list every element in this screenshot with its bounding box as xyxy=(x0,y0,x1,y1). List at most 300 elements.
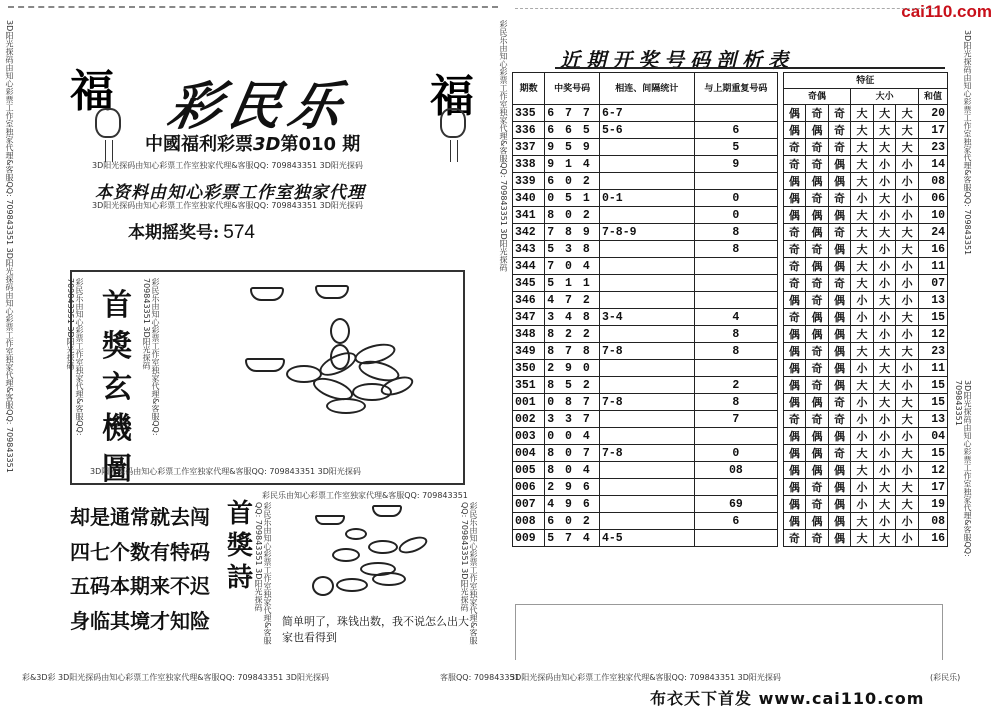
cell-big-small: 小 xyxy=(851,428,874,445)
cell-odd-even: 偶 xyxy=(828,343,851,360)
cell-big-small: 大 xyxy=(896,241,919,258)
col-repeat: 与上期重复号码 xyxy=(694,73,778,105)
cell-odd-even: 奇 xyxy=(783,156,806,173)
cell-odd-even: 偶 xyxy=(806,394,829,411)
table-row xyxy=(513,207,948,224)
cell-odd-even: 奇 xyxy=(783,224,806,241)
cell-repeat: 6 xyxy=(694,122,778,139)
table-row xyxy=(513,496,948,513)
ingot-icon xyxy=(372,505,402,517)
cell-span xyxy=(599,360,694,377)
cell-big-small: 小 xyxy=(873,207,896,224)
cell-odd-even: 偶 xyxy=(783,122,806,139)
top-dashed-strip xyxy=(8,6,498,14)
cell-issue: 003 xyxy=(513,428,545,445)
cell-number: 2 9 6 xyxy=(545,479,600,496)
cell-big-small: 大 xyxy=(851,207,874,224)
ad-line-2: 3D阳光探码由知心彩票工作室独家代理&客服QQ: 709843351 3D阳光探码 xyxy=(92,201,363,210)
cell-odd-even: 偶 xyxy=(783,513,806,530)
cell-odd-even: 偶 xyxy=(783,377,806,394)
cell-big-small: 小 xyxy=(896,190,919,207)
cell-number: 5 1 1 xyxy=(545,275,600,292)
poem-side-ad-right: 彩民乐由知心彩票工作室独家代理&客服QQ: 709843351 3D阳光探码 xyxy=(460,502,478,645)
cell-repeat: 8 xyxy=(694,326,778,343)
coin-icon xyxy=(368,540,398,554)
table-row xyxy=(513,411,948,428)
cell-span xyxy=(599,428,694,445)
cell-span xyxy=(599,139,694,156)
cell-big-small: 大 xyxy=(896,445,919,462)
cell-odd-even: 偶 xyxy=(783,207,806,224)
cell-odd-even: 奇 xyxy=(806,139,829,156)
cell-odd-even: 奇 xyxy=(806,360,829,377)
cell-number: 6 6 5 xyxy=(545,122,600,139)
cell-span: 7-8 xyxy=(599,445,694,462)
lantern-left-icon xyxy=(95,108,121,138)
cell-odd-even: 偶 xyxy=(783,394,806,411)
cell-span: 7-8-9 xyxy=(599,224,694,241)
col-odd-even: 奇偶 xyxy=(783,89,851,105)
cell-issue: 336 xyxy=(513,122,545,139)
cell-issue: 009 xyxy=(513,530,545,547)
cell-odd-even: 偶 xyxy=(806,428,829,445)
draw-label: 本期摇奖号: xyxy=(128,223,220,243)
cell-big-small: 大 xyxy=(851,513,874,530)
table-row xyxy=(513,156,948,173)
cell-sum: 23 xyxy=(918,139,947,156)
cell-issue: 340 xyxy=(513,190,545,207)
poem-box-ad: 彩民乐由知心彩票工作室独家代理&客服QQ: 709843351 xyxy=(262,491,468,500)
cell-issue: 346 xyxy=(513,292,545,309)
cell-odd-even: 奇 xyxy=(806,105,829,122)
cell-issue: 006 xyxy=(513,479,545,496)
cell-span xyxy=(599,479,694,496)
cell-odd-even: 偶 xyxy=(783,326,806,343)
cell-odd-even: 偶 xyxy=(828,326,851,343)
cell-repeat: 8 xyxy=(694,394,778,411)
cell-odd-even: 偶 xyxy=(828,156,851,173)
bottom-corner: (彩民乐) xyxy=(930,673,961,682)
cell-number: 6 0 2 xyxy=(545,173,600,190)
cell-big-small: 大 xyxy=(896,411,919,428)
cell-sum: 08 xyxy=(918,173,947,190)
cell-odd-even: 偶 xyxy=(783,343,806,360)
cell-odd-even: 偶 xyxy=(783,479,806,496)
cell-odd-even: 偶 xyxy=(806,122,829,139)
cell-odd-even: 奇 xyxy=(828,275,851,292)
cell-span: 5-6 xyxy=(599,122,694,139)
puzzle-box-ad: 3D阳光探码由知心彩票工作室独家代理&客服QQ: 709843351 3D阳光探码 xyxy=(90,467,361,476)
xuanji-char: 首 xyxy=(102,288,132,323)
cell-sum: 15 xyxy=(918,445,947,462)
cell-number: 3 3 7 xyxy=(545,411,600,428)
cell-repeat: 8 xyxy=(694,343,778,360)
cell-repeat: 2 xyxy=(694,377,778,394)
cell-odd-even: 偶 xyxy=(828,377,851,394)
agent-line: 本资料由知心彩票工作室独家代理 xyxy=(95,183,365,203)
cell-big-small: 大 xyxy=(851,241,874,258)
table-row xyxy=(513,173,948,190)
table-body xyxy=(513,105,948,547)
coin-icon xyxy=(326,398,366,414)
cell-big-small: 小 xyxy=(873,258,896,275)
table-row xyxy=(513,445,948,462)
cell-big-small: 小 xyxy=(896,513,919,530)
cell-odd-even: 奇 xyxy=(828,122,851,139)
cell-issue: 344 xyxy=(513,258,545,275)
cell-big-small: 大 xyxy=(873,479,896,496)
cell-span: 0-1 xyxy=(599,190,694,207)
cell-span xyxy=(599,462,694,479)
ad-line-1: 3D阳光探码由知心彩票工作室独家代理&客服QQ: 709843351 3D阳光探码 xyxy=(92,161,363,170)
cell-odd-even: 偶 xyxy=(828,530,851,547)
cell-number: 7 8 9 xyxy=(545,224,600,241)
cell-sum: 19 xyxy=(918,496,947,513)
poem-line: 却是通常就去闯 xyxy=(70,505,210,529)
cell-odd-even: 偶 xyxy=(828,360,851,377)
col-number: 中奖号码 xyxy=(545,73,600,105)
issue-3d: 3D xyxy=(253,134,281,155)
cell-sum: 04 xyxy=(918,428,947,445)
cell-issue: 339 xyxy=(513,173,545,190)
cell-repeat xyxy=(694,428,778,445)
cell-big-small: 小 xyxy=(851,360,874,377)
cell-number: 7 0 4 xyxy=(545,258,600,275)
cell-big-small: 大 xyxy=(873,394,896,411)
cell-odd-even: 偶 xyxy=(783,462,806,479)
cell-sum: 07 xyxy=(918,275,947,292)
cell-big-small: 大 xyxy=(873,377,896,394)
site-watermark: cai110.com xyxy=(901,2,992,21)
cell-number: 2 9 0 xyxy=(545,360,600,377)
cell-sum: 15 xyxy=(918,309,947,326)
cell-number: 8 5 2 xyxy=(545,377,600,394)
cell-odd-even: 偶 xyxy=(783,190,806,207)
bottom-ad-right: 3D阳光探码由知心彩票工作室独家代理&客服QQ: 709843351 3D阳光探码 xyxy=(510,673,781,682)
cell-repeat: 69 xyxy=(694,496,778,513)
cell-big-small: 大 xyxy=(896,224,919,241)
col-issue: 期数 xyxy=(513,73,545,105)
cell-odd-even: 偶 xyxy=(783,428,806,445)
cell-big-small: 大 xyxy=(873,292,896,309)
cell-big-small: 大 xyxy=(896,479,919,496)
left-side-ad: 3D阳光探码由知心彩票工作室独家代理&客服QQ: 709843351 3D阳光探码由知心彩票工作室独家代理&客服QQ: 709843351 xyxy=(5,20,14,473)
cell-span xyxy=(599,513,694,530)
center-side-ad: 彩民乐由知心彩票工作室独家代理&客服QQ: 709843351 3D阳光探码 xyxy=(499,20,508,272)
coin-icon xyxy=(330,318,350,344)
col-span: 相连、间隔统计 xyxy=(599,73,694,105)
coin-icon xyxy=(332,548,360,562)
cell-issue: 350 xyxy=(513,360,545,377)
cell-sum: 15 xyxy=(918,394,947,411)
issue-line xyxy=(145,130,360,156)
coin-icon xyxy=(312,576,334,596)
cell-big-small: 大 xyxy=(896,343,919,360)
cell-repeat: 0 xyxy=(694,190,778,207)
cell-repeat xyxy=(694,105,778,122)
cell-issue: 342 xyxy=(513,224,545,241)
cell-number: 4 7 2 xyxy=(545,292,600,309)
cell-big-small: 大 xyxy=(873,530,896,547)
shouji-char: 首 xyxy=(226,499,253,529)
cell-number: 5 7 4 xyxy=(545,530,600,547)
table-title-rule xyxy=(555,67,945,69)
cell-sum: 23 xyxy=(918,343,947,360)
cell-odd-even: 奇 xyxy=(806,479,829,496)
poem-line: 四七个数有特码 xyxy=(70,539,210,564)
cell-big-small: 大 xyxy=(851,139,874,156)
cell-odd-even: 偶 xyxy=(806,258,829,275)
fu-char-right: 福 xyxy=(430,71,474,122)
poem-line: 身临其境才知险 xyxy=(70,608,210,633)
issue-prefix: 中國福利彩票 xyxy=(145,134,253,155)
cell-big-small: 小 xyxy=(896,428,919,445)
cell-sum: 15 xyxy=(918,377,947,394)
cell-big-small: 大 xyxy=(896,394,919,411)
table-row xyxy=(513,428,948,445)
cell-repeat xyxy=(694,360,778,377)
cell-issue: 335 xyxy=(513,105,545,122)
shouji-title xyxy=(225,498,255,594)
cell-big-small: 大 xyxy=(873,139,896,156)
xuanji-char: 機 xyxy=(102,411,132,446)
cell-issue: 008 xyxy=(513,513,545,530)
cell-big-small: 小 xyxy=(873,411,896,428)
puzzle-box-side-ad-2: 彩民乐由知心彩票工作室独家代理&客服QQ: 709843351 3D阳光探码 xyxy=(142,278,160,436)
cell-span xyxy=(599,173,694,190)
cell-number: 0 0 4 xyxy=(545,428,600,445)
cell-big-small: 小 xyxy=(896,207,919,224)
cell-big-small: 大 xyxy=(851,224,874,241)
cell-issue: 347 xyxy=(513,309,545,326)
poem-side-ad: 彩民乐由知心彩票工作室独家代理&客服QQ: 709843351 3D阳光探码 xyxy=(254,502,272,645)
cell-odd-even: 奇 xyxy=(806,292,829,309)
cell-big-small: 小 xyxy=(873,309,896,326)
cell-odd-even: 奇 xyxy=(783,139,806,156)
cell-big-small: 小 xyxy=(896,530,919,547)
ingot-icon xyxy=(315,515,345,525)
cell-repeat: 0 xyxy=(694,207,778,224)
ingot-icon xyxy=(250,287,284,301)
cell-odd-even: 奇 xyxy=(806,411,829,428)
cell-sum: 17 xyxy=(918,479,947,496)
cell-sum: 12 xyxy=(918,462,947,479)
cell-sum: 12 xyxy=(918,326,947,343)
lower-blank-box xyxy=(515,604,943,660)
ingot-icon xyxy=(245,358,285,372)
cell-odd-even: 偶 xyxy=(806,224,829,241)
cell-span xyxy=(599,377,694,394)
cell-odd-even: 奇 xyxy=(783,241,806,258)
cell-odd-even: 偶 xyxy=(828,173,851,190)
cell-span xyxy=(599,496,694,513)
table-row xyxy=(513,530,948,547)
cell-issue: 341 xyxy=(513,207,545,224)
cell-big-small: 大 xyxy=(873,343,896,360)
cell-odd-even: 奇 xyxy=(828,139,851,156)
cell-odd-even: 偶 xyxy=(828,462,851,479)
cell-issue: 338 xyxy=(513,156,545,173)
cell-issue: 005 xyxy=(513,462,545,479)
cell-big-small: 小 xyxy=(873,156,896,173)
cell-number: 4 9 6 xyxy=(545,496,600,513)
cell-span xyxy=(599,258,694,275)
cell-big-small: 大 xyxy=(851,258,874,275)
bottom-ad-mid: 客服QQ: 709843351 xyxy=(440,673,520,682)
cell-big-small: 大 xyxy=(851,122,874,139)
cell-big-small: 大 xyxy=(896,105,919,122)
paper-title: 彩民乐 xyxy=(163,76,355,137)
cell-odd-even: 奇 xyxy=(828,411,851,428)
cell-odd-even: 奇 xyxy=(806,190,829,207)
cell-number: 5 3 8 xyxy=(545,241,600,258)
cell-span xyxy=(599,241,694,258)
cell-odd-even: 偶 xyxy=(783,445,806,462)
cell-sum: 24 xyxy=(918,224,947,241)
table-row xyxy=(513,224,948,241)
cell-big-small: 大 xyxy=(896,309,919,326)
cell-odd-even: 偶 xyxy=(806,462,829,479)
table-row xyxy=(513,241,948,258)
cell-odd-even: 偶 xyxy=(828,258,851,275)
cell-big-small: 小 xyxy=(851,190,874,207)
cell-number: 8 0 4 xyxy=(545,462,600,479)
cell-big-small: 大 xyxy=(851,343,874,360)
cell-issue: 001 xyxy=(513,394,545,411)
cell-big-small: 大 xyxy=(896,139,919,156)
xuanji-char: 圖 xyxy=(102,452,132,487)
cell-big-small: 小 xyxy=(896,156,919,173)
cell-repeat: 8 xyxy=(694,241,778,258)
cell-repeat xyxy=(694,173,778,190)
xuanji-char: 獎 xyxy=(102,329,132,364)
footer-credit: 布衣天下首发 www.cai110.com xyxy=(650,689,925,708)
cell-odd-even: 奇 xyxy=(783,258,806,275)
cell-span: 3-4 xyxy=(599,309,694,326)
table-row xyxy=(513,479,948,496)
cell-big-small: 大 xyxy=(873,224,896,241)
cell-big-small: 小 xyxy=(873,513,896,530)
poem-line: 五码本期来不迟 xyxy=(70,574,210,598)
table-header-row xyxy=(513,73,948,89)
cell-big-small: 小 xyxy=(851,411,874,428)
lantern-right-icon xyxy=(440,108,466,138)
cell-sum: 13 xyxy=(918,411,947,428)
cell-big-small: 大 xyxy=(896,496,919,513)
cell-big-small: 小 xyxy=(896,377,919,394)
cell-odd-even: 奇 xyxy=(828,394,851,411)
cell-number: 9 5 9 xyxy=(545,139,600,156)
cell-number: 0 8 7 xyxy=(545,394,600,411)
cell-big-small: 大 xyxy=(851,156,874,173)
bottom-ad-left: 彩&3D彩 3D阳光探码由知心彩票工作室独家代理&客服QQ: 709843351 3D阳光探码 xyxy=(22,673,329,682)
cell-number: 9 1 4 xyxy=(545,156,600,173)
coin-icon xyxy=(372,572,406,586)
cell-repeat: 5 xyxy=(694,139,778,156)
top-dashed-strip-right xyxy=(515,8,935,14)
cell-odd-even: 奇 xyxy=(828,445,851,462)
cell-odd-even: 奇 xyxy=(783,275,806,292)
cell-repeat: 6 xyxy=(694,513,778,530)
cell-issue: 349 xyxy=(513,343,545,360)
cell-sum: 11 xyxy=(918,258,947,275)
poem xyxy=(70,500,210,638)
cell-sum: 06 xyxy=(918,190,947,207)
cell-big-small: 大 xyxy=(873,360,896,377)
table-row xyxy=(513,360,948,377)
cell-big-small: 大 xyxy=(851,173,874,190)
cell-odd-even: 奇 xyxy=(806,496,829,513)
cell-span: 7-8 xyxy=(599,394,694,411)
cell-big-small: 小 xyxy=(896,462,919,479)
cell-repeat xyxy=(694,530,778,547)
cell-repeat: 08 xyxy=(694,462,778,479)
cell-big-small: 小 xyxy=(873,241,896,258)
cell-span: 4-5 xyxy=(599,530,694,547)
cell-odd-even: 偶 xyxy=(828,513,851,530)
cell-span xyxy=(599,275,694,292)
table-row xyxy=(513,394,948,411)
cell-odd-even: 奇 xyxy=(806,530,829,547)
right-side-ad: 3D阳光探码由知心彩票工作室独家代理&客服QQ: 709843351 xyxy=(963,30,972,256)
cell-odd-even: 奇 xyxy=(828,224,851,241)
cell-odd-even: 奇 xyxy=(828,105,851,122)
cell-sum: 11 xyxy=(918,360,947,377)
cell-big-small: 小 xyxy=(873,428,896,445)
table-row xyxy=(513,309,948,326)
issue-suffix: 第010 期 xyxy=(280,134,361,155)
table-row xyxy=(513,513,948,530)
cell-big-small: 大 xyxy=(851,462,874,479)
xuanji-char: 玄 xyxy=(102,370,132,405)
cell-number: 0 5 1 xyxy=(545,190,600,207)
cell-number: 8 7 8 xyxy=(545,343,600,360)
cell-big-small: 小 xyxy=(896,360,919,377)
cell-number: 3 4 8 xyxy=(545,309,600,326)
col-big-small: 大小 xyxy=(851,89,919,105)
cell-big-small: 大 xyxy=(851,530,874,547)
cell-span: 7-8 xyxy=(599,343,694,360)
cell-repeat xyxy=(694,479,778,496)
table-row xyxy=(513,139,948,156)
cell-odd-even: 偶 xyxy=(783,360,806,377)
fu-char-left: 福 xyxy=(70,66,114,117)
table-row xyxy=(513,275,948,292)
cell-span: 6-7 xyxy=(599,105,694,122)
cell-odd-even: 偶 xyxy=(783,105,806,122)
cell-odd-even: 偶 xyxy=(783,173,806,190)
cell-odd-even: 奇 xyxy=(806,156,829,173)
cell-issue: 348 xyxy=(513,326,545,343)
table-row xyxy=(513,343,948,360)
cell-sum: 20 xyxy=(918,105,947,122)
cell-odd-even: 偶 xyxy=(828,496,851,513)
cell-odd-even: 奇 xyxy=(783,530,806,547)
cell-big-small: 小 xyxy=(873,173,896,190)
cell-odd-even: 奇 xyxy=(806,377,829,394)
ingot-icon xyxy=(315,285,349,299)
cell-sum: 16 xyxy=(918,530,947,547)
cell-repeat xyxy=(694,275,778,292)
cell-span xyxy=(599,411,694,428)
cell-issue: 337 xyxy=(513,139,545,156)
coin-icon xyxy=(397,533,430,556)
cell-odd-even: 偶 xyxy=(806,513,829,530)
cell-repeat: 7 xyxy=(694,411,778,428)
cell-big-small: 小 xyxy=(873,445,896,462)
cell-issue: 343 xyxy=(513,241,545,258)
table-row xyxy=(513,292,948,309)
